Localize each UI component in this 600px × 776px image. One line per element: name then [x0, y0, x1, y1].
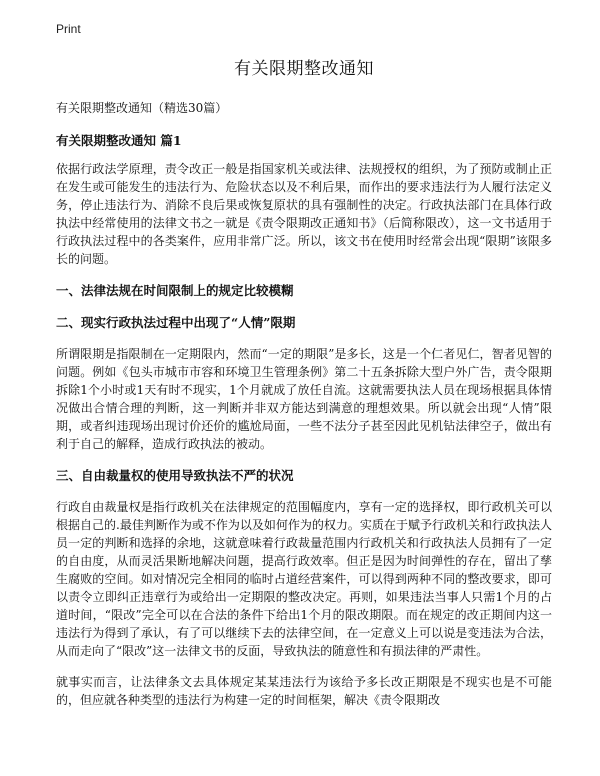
paragraph-discretion: 行政自由裁量权是指行政机关在法律规定的范围幅度内，享有一定的选择权，即行政机关可以根据自己的.最佳判断作为或不作为以及如何作为的权力。实质在于赋予行政机关和行政执法人员一定的判断和选择的余地，这就意味着行政裁量范围内行政机关和行政执法人员拥有了一定的自由度，从而灵活果断地解决问题，提高行政效率。但正是因为时间弹性的存在，留出了孳生腐败的空间。如对情况完全相同的临时占道经营案件，可以得到两种不同的整改要求，即可以责令立即纠正违章行为或给出一定期限的整改决定。再则，如果违法当事人只需1个月的占道时间，“限改”完全可以在合法的条件下给出1个月的限改期限。而在规定的改正期间内这一违法行为得到了承认，有了可以继续下去的法律空间，在一定意义上可以说是变违法为合法，从而走向了“限改”这一法律文书的反面，导致执法的随意性和有损法律的严肃性。 [56, 500, 552, 658]
paragraph-deadline: 所谓限期是指限制在一定期限内，然而“一定的期限”是多长，这是一个仁者见仁，智者见智的问题。例如《包头市城市市容和环境卫生管理条例》第二十五条拆除大型户外广告，责令限期拆除1个小时或1天有时不现实，1个月就成了放任自流。这就需要执法人员在现场根据具体情况做出合情合理的判断，这一判断并非双方能达到满意的理想效果。所以就会出现“人情”限期，或者纠违现场出现讨价还价的尴尬局面，一些不法分子甚至因此见机钻法律空子，做出有利于自己的解释，造成行政执法的被动。 [56, 347, 552, 451]
paragraph-intro: 依据行政法学原理，责令改正一般是指国家机关或法律、法规授权的组织，为了预防或制止正在发生或可能发生的违法行为、危险状态以及不利后果，而作出的要求违法行为人履行法定义务，停止违法行为、消除不良后果或恢复原状的具有强制性的决定。行政执法部门在具体行政执法中经常使用的法律文书之一就是《责令限期改正通知书》（后简称限改），这一文书适用于行政执法过程中的各类案件，应用非常广泛。所以，该文书在使用时经常会出现“限期”该限多长的问题。 [56, 162, 552, 266]
heading-3: 三、自由裁量权的使用导致执法不严的状况 [56, 468, 294, 483]
page-title: 有关限期整改通知 [234, 59, 374, 79]
heading-2: 二、现实行政执法过程中出现了“人情”限期 [56, 315, 296, 330]
print-link[interactable]: Print [56, 22, 81, 36]
document-subtitle: 有关限期整改通知（精选30篇） [56, 101, 228, 115]
section-title: 有关限期整改通知 篇1 [56, 133, 182, 148]
document-body [56, 54, 552, 722]
heading-1: 一、法律法规在时间限制上的规定比较模糊 [56, 283, 294, 298]
paragraph-conclusion: 就事实而言，让法律条文去具体规定某某违法行为该给予多长改正期限是不现实也是不可能的，但应就各种类型的违法行为构建一定的时间框架，解决《责令限期改 [56, 675, 552, 707]
